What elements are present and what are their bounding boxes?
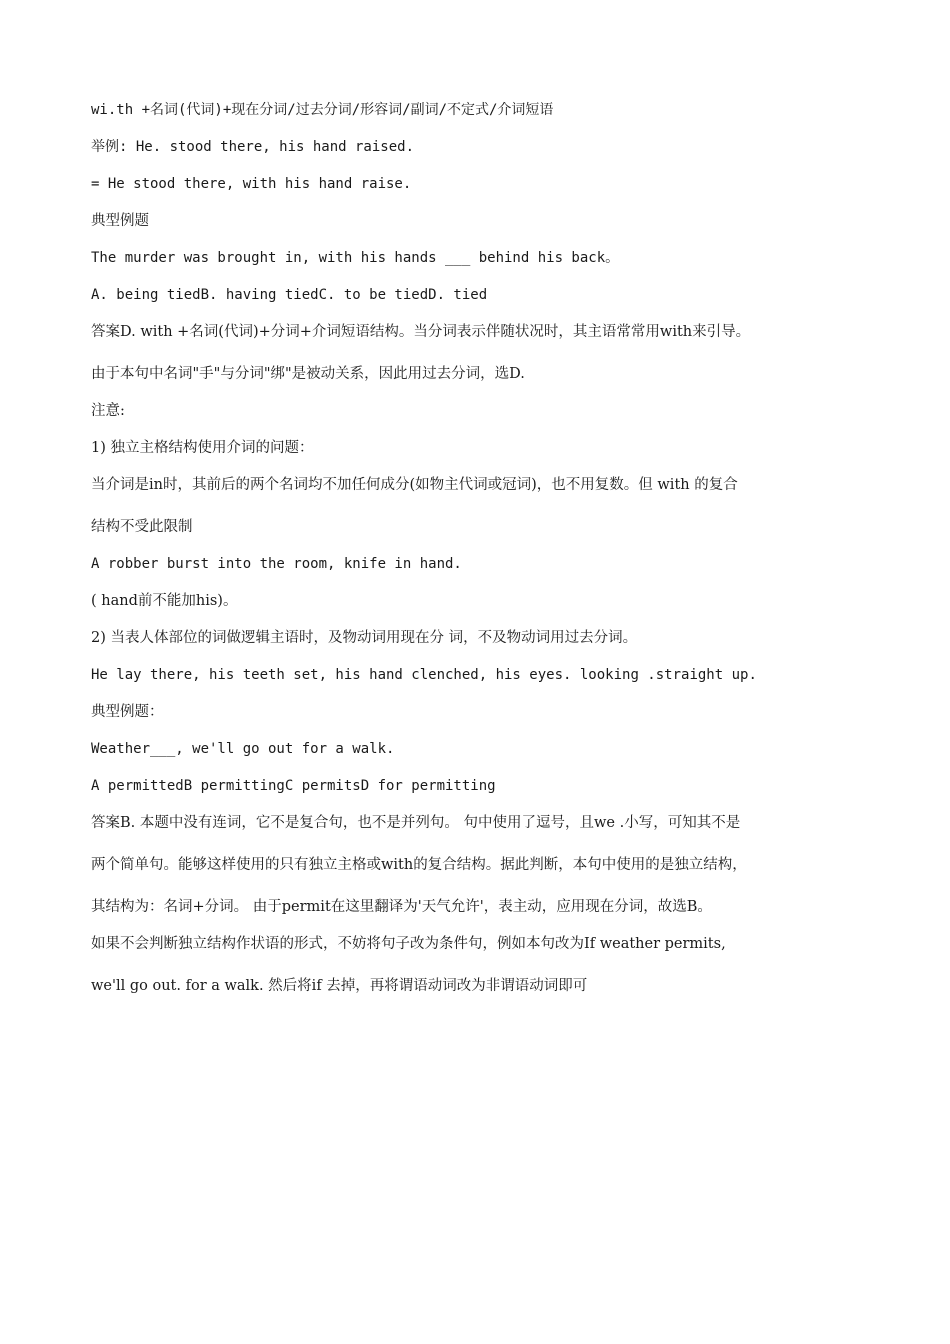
text-line: 结构不受此限制 — [91, 519, 193, 535]
text-line: 当介词是in时，其前后的两个名词均不加任何成分(如物主代词或冠词)，也不用复数。但 with 的复合 — [91, 477, 738, 493]
section-heading: 典型例题 — [91, 213, 149, 229]
text-line: 注意: — [91, 403, 125, 419]
text-line: 答案D. with +名词(代词)+分词+介词短语结构。当分词表示伴随状况时，其主语常常用with来引导。 — [91, 324, 751, 340]
text-line: A. being tiedB. having tiedC. to be tiedD. tied — [91, 287, 488, 303]
text-line: 举例: He. stood there, his hand raised. — [91, 139, 415, 155]
document-body — [91, 100, 861, 996]
text-line: wi.th +名词(代词)+现在分词/过去分词/形容词/副词/不定式/介词短语 — [91, 102, 554, 118]
text-line: Weather___, we'll go out for a walk. — [91, 741, 395, 757]
text-line: 如果不会判断独立结构作状语的形式，不妨将句子改为条件句，例如本句改为If weather permits, — [91, 936, 726, 952]
text-line: 由于本句中名词"手"与分词"绑"是被动关系，因此用过去分词，选D. — [91, 366, 525, 382]
text-line: ( hand前不能加his)。 — [91, 593, 238, 609]
section-heading: 典型例题： — [91, 704, 164, 720]
text-line: we'll go out. for a walk. 然后将if 去掉，再将谓语动词改为非谓语动词即可 — [91, 978, 588, 994]
text-line: 答案B. 本题中没有连词，它不是复合句，也不是并列句。 句中使用了逗号，且we .小写，可知其不是 — [91, 815, 741, 831]
text-line: The murder was brought in, with his hands ___ behind his back。 — [91, 250, 620, 266]
text-line: 两个简单句。能够这样使用的只有独立主格或with的复合结构。据此判断，本句中使用的是独立结构， — [91, 857, 747, 873]
text-line: 2) 当表人体部位的词做逻辑主语时，及物动词用现在分 词，不及物动词用过去分词。 — [91, 630, 638, 646]
text-line: A permittedB permittingC permitsD for permitting — [91, 778, 496, 794]
text-line: 其结构为：名词+分词。 由于permit在这里翻译为'天气允许'，表主动，应用现在分词，故选B。 — [91, 899, 712, 915]
text-line: 1) 独立主格结构使用介词的问题： — [91, 440, 314, 456]
text-line: He lay there, his teeth set, his hand clenched, his eyes. looking .straight up. — [91, 667, 757, 683]
text-line: = He stood there, with his hand raise. — [91, 176, 412, 192]
text-line: A robber burst into the room, knife in hand. — [91, 556, 462, 572]
